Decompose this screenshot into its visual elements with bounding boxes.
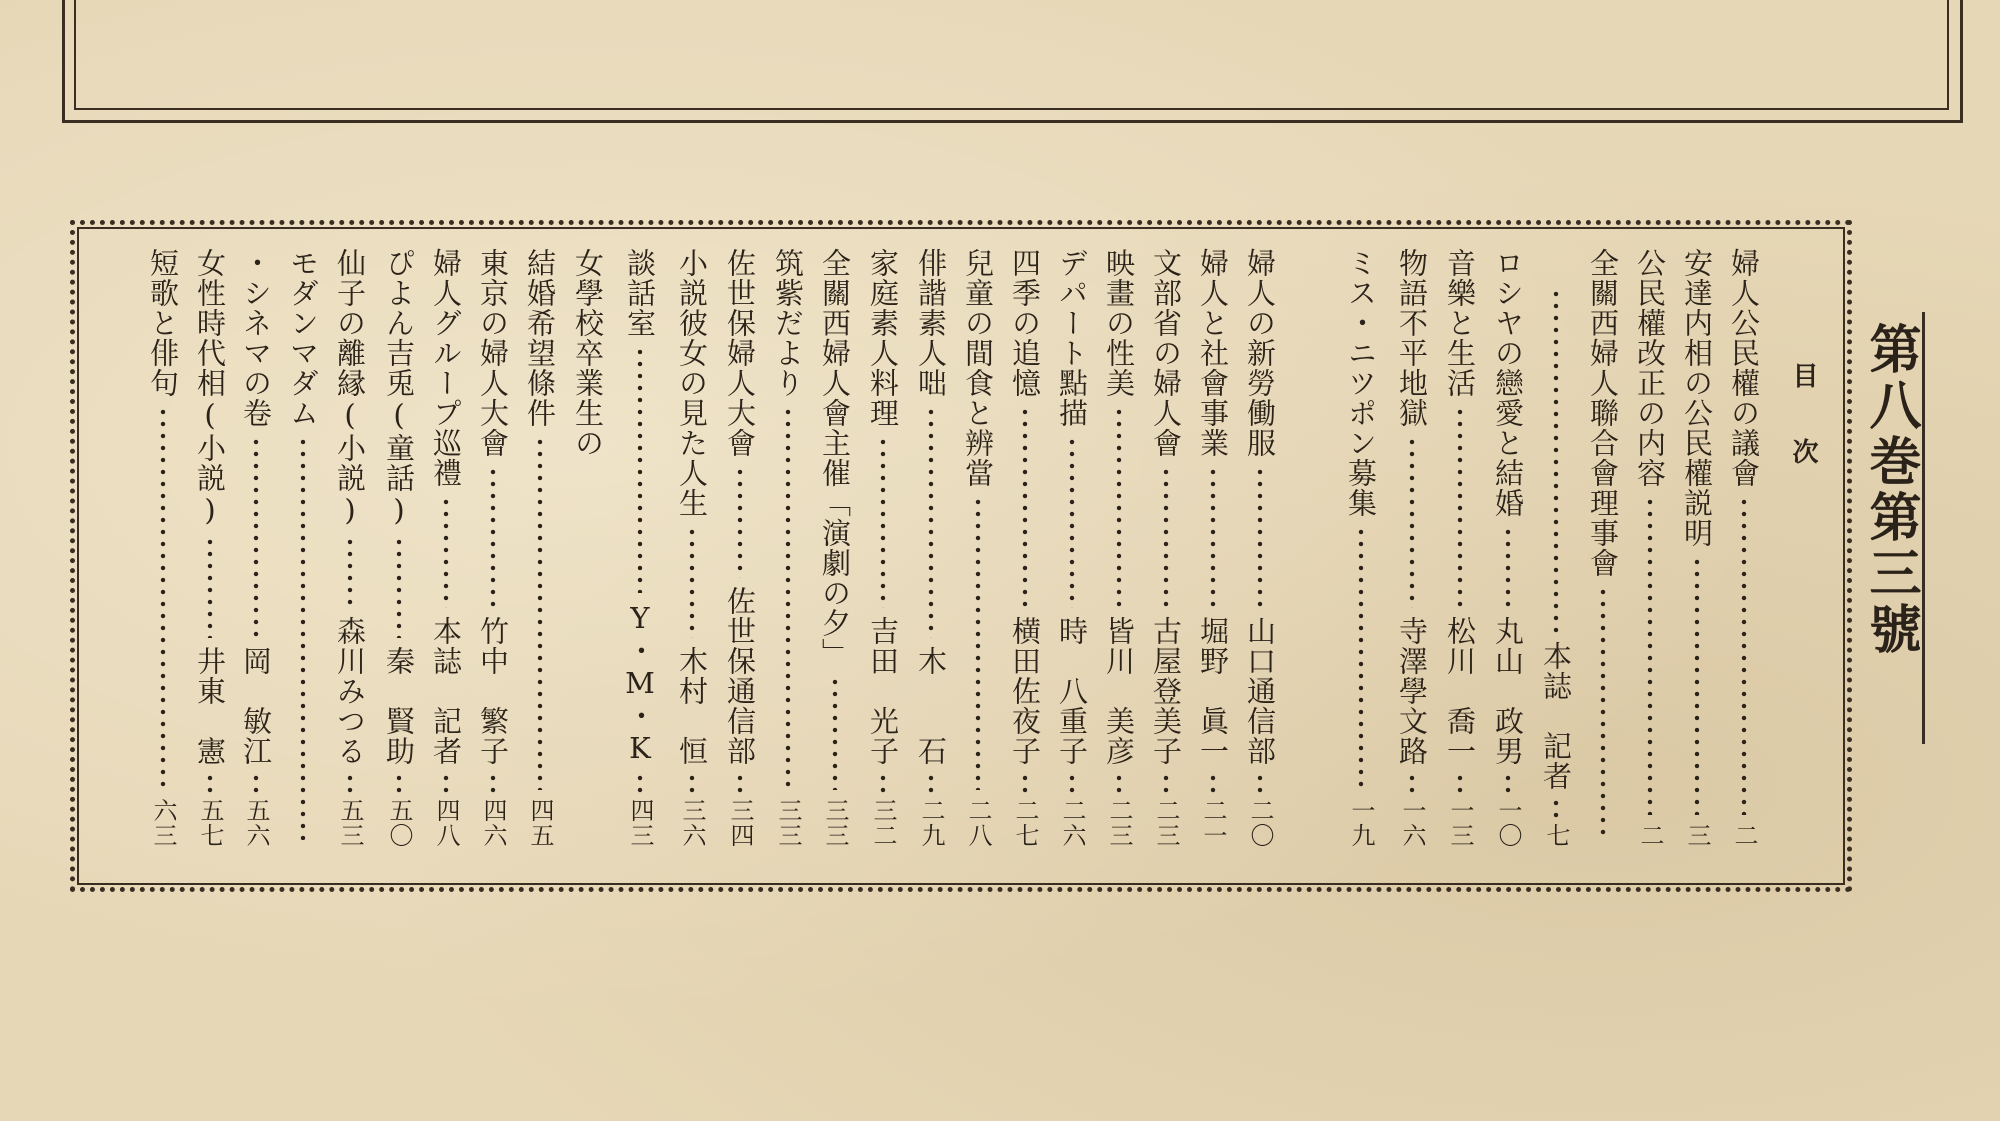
toc-entry bbox=[520, 248, 560, 848]
leader-dots bbox=[720, 772, 760, 794]
entry-title: 公民權改正の内容 bbox=[1633, 248, 1667, 488]
toc-entry bbox=[1146, 248, 1186, 848]
entry-title: 女學校卒業生の bbox=[571, 248, 605, 458]
toc-entry bbox=[911, 248, 951, 848]
entry-author: 吉田 光子 bbox=[866, 616, 900, 766]
leader-dots bbox=[863, 436, 903, 608]
leader-dots bbox=[1536, 288, 1576, 633]
entry-title: 文部省の婦人會 bbox=[1149, 248, 1183, 458]
leader-dots bbox=[1099, 772, 1139, 794]
leader-dots bbox=[330, 536, 370, 608]
toc-entry bbox=[143, 248, 183, 848]
leader-dots bbox=[236, 772, 276, 794]
leader-dots bbox=[236, 436, 276, 638]
leader-dots bbox=[911, 772, 951, 794]
toc-entry bbox=[283, 248, 323, 848]
entry-title: 安達内相の公民權説明 bbox=[1680, 248, 1714, 548]
entry-title: デパート點描 bbox=[1055, 248, 1089, 428]
leader-dots bbox=[911, 406, 951, 638]
leader-dots bbox=[1440, 406, 1480, 608]
entry-author: 木 石 bbox=[914, 646, 948, 766]
entry-page: 一六 bbox=[1398, 798, 1426, 848]
toc-entry bbox=[236, 248, 276, 848]
leader-dots bbox=[1341, 526, 1381, 790]
entry-title: 短歌と俳句 bbox=[146, 248, 180, 398]
entry-page: 三六 bbox=[678, 798, 706, 848]
leader-dots bbox=[1392, 436, 1432, 608]
entry-author: 松川 喬一 bbox=[1443, 616, 1477, 766]
leader-dots bbox=[1052, 772, 1092, 794]
entry-title: 筑紫だより bbox=[771, 248, 805, 398]
entry-author: 寺澤學文路 bbox=[1395, 616, 1429, 766]
entry-author: 丸山 政男 bbox=[1491, 616, 1525, 766]
entry-author: 井東 憲 bbox=[193, 646, 227, 766]
entry-title: 俳諧素人咄 bbox=[914, 248, 948, 398]
leader-dots bbox=[1488, 772, 1528, 794]
entry-page: 四六 bbox=[479, 798, 507, 848]
entry-title: 婦人と社會事業 bbox=[1196, 248, 1230, 458]
toc-entry bbox=[620, 248, 660, 848]
entry-title: 佐世保婦人大會 bbox=[723, 248, 757, 458]
leader-dots bbox=[1630, 496, 1670, 815]
entry-title: 全關西婦人聯合會理事會 bbox=[1586, 248, 1620, 578]
leader-dots bbox=[190, 536, 230, 638]
toc-entry bbox=[1724, 248, 1764, 848]
toc-entry bbox=[1240, 248, 1280, 848]
entry-title: 婦人の新勞働服 bbox=[1243, 248, 1277, 458]
entry-page: 五〇 bbox=[385, 798, 413, 848]
entry-author: 堀野 眞一 bbox=[1196, 616, 1230, 766]
leader-dots bbox=[1240, 772, 1280, 794]
toc-entry bbox=[958, 248, 998, 848]
leader-dots bbox=[620, 346, 660, 593]
leader-dots bbox=[863, 772, 903, 794]
toc-entry bbox=[1099, 248, 1139, 848]
entry-page: 一〇 bbox=[1494, 798, 1522, 848]
leader-dots bbox=[1146, 466, 1186, 608]
top-panel-inner-frame bbox=[74, 0, 1949, 110]
toc-heading: 目次 bbox=[1788, 362, 1818, 514]
entry-page: 五六 bbox=[242, 798, 270, 848]
entry-title: 物語不平地獄 bbox=[1395, 248, 1429, 428]
entry-page: 三三 bbox=[774, 798, 802, 848]
leader-dots bbox=[379, 536, 419, 638]
entry-author: 本誌 記者 bbox=[429, 616, 463, 766]
entry-title: ・シネマの卷 bbox=[239, 248, 273, 428]
entry-title: モダンマダム bbox=[286, 248, 320, 428]
entry-title: ミス・ニツポン募集 bbox=[1344, 248, 1378, 518]
leader-dots bbox=[1440, 772, 1480, 794]
entry-page: 四八 bbox=[432, 798, 460, 848]
entry-page: 二一 bbox=[1199, 798, 1227, 848]
leader-dots bbox=[720, 466, 760, 578]
leader-dots bbox=[1146, 772, 1186, 794]
toc-entry bbox=[1440, 248, 1480, 848]
entry-title: 映畫の性美 bbox=[1102, 248, 1136, 398]
toc-entry bbox=[1341, 248, 1381, 848]
entry-title: 結婚希望條件 bbox=[523, 248, 557, 428]
leader-dots bbox=[1005, 772, 1045, 794]
leader-dots bbox=[473, 772, 513, 794]
toc-entry bbox=[473, 248, 513, 848]
entry-page: 六三 bbox=[149, 798, 177, 848]
toc-entry bbox=[1392, 248, 1432, 848]
volume-title: 第八巻第三號 bbox=[1860, 322, 1920, 658]
entry-page: 二〇 bbox=[1246, 798, 1274, 848]
entry-author: 木村 恒 bbox=[675, 646, 709, 766]
entry-author: 山口通信部 bbox=[1243, 616, 1277, 766]
entry-page: 二 bbox=[1730, 823, 1758, 848]
entry-author: 岡 敏江 bbox=[239, 646, 273, 766]
toc-entry bbox=[568, 248, 608, 848]
entry-title: 音樂と生活 bbox=[1443, 248, 1477, 398]
leader-dots bbox=[1488, 526, 1528, 608]
leader-dots bbox=[143, 406, 183, 790]
entry-author: 秦 賢助 bbox=[382, 646, 416, 766]
toc-entry bbox=[190, 248, 230, 848]
entry-title: ぴよん吉兎(童話) bbox=[382, 248, 416, 528]
entry-page: 二六 bbox=[1058, 798, 1086, 848]
entry-page: 二七 bbox=[1011, 798, 1039, 848]
toc-entry bbox=[720, 248, 760, 848]
leader-dots bbox=[672, 526, 712, 638]
toc-entry bbox=[672, 248, 712, 848]
leader-dots bbox=[473, 466, 513, 608]
entry-page: 五三 bbox=[336, 798, 364, 848]
toc-entry bbox=[426, 248, 466, 848]
entry-title: 仙子の離縁(小説) bbox=[333, 248, 367, 528]
entry-title: 女性時代相(小説) bbox=[193, 248, 227, 528]
entry-page: 四五 bbox=[526, 798, 554, 848]
leader-dots bbox=[1724, 496, 1764, 815]
entry-page: 三三 bbox=[821, 798, 849, 848]
toc-entry bbox=[1630, 248, 1670, 848]
entry-title: 全關西婦人會主催「演劇の夕」 bbox=[818, 248, 852, 668]
toc-entry bbox=[815, 248, 855, 848]
entry-title: 婦人公民權の議會 bbox=[1727, 248, 1761, 488]
entry-title: 婦人グループ巡禮 bbox=[429, 248, 463, 488]
entry-page: 二三 bbox=[1152, 798, 1180, 848]
entry-page: 一三 bbox=[1446, 798, 1474, 848]
entry-author: 本誌 記者 bbox=[1539, 641, 1573, 791]
title-divider bbox=[1922, 312, 1925, 744]
toc-entry bbox=[330, 248, 370, 848]
leader-dots bbox=[520, 436, 560, 790]
leader-dots bbox=[1193, 466, 1233, 608]
toc-entry bbox=[1677, 248, 1717, 848]
entry-author: Y・M・K bbox=[623, 601, 657, 766]
toc-entry bbox=[1583, 248, 1623, 848]
leader-dots bbox=[426, 496, 466, 608]
entry-author: 皆川 美彦 bbox=[1102, 616, 1136, 766]
entry-title: 東京の婦人大會 bbox=[476, 248, 510, 458]
leader-dots bbox=[379, 772, 419, 794]
leader-dots bbox=[672, 772, 712, 794]
entry-author: 佐世保通信部 bbox=[723, 586, 757, 766]
toc-entry bbox=[768, 248, 808, 848]
entry-page: 一九 bbox=[1347, 798, 1375, 848]
toc-entry bbox=[1488, 248, 1528, 848]
leader-dots bbox=[1583, 586, 1623, 840]
leader-dots bbox=[1677, 556, 1717, 815]
entry-page: 二三 bbox=[1105, 798, 1133, 848]
leader-dots bbox=[815, 676, 855, 790]
entry-page: 二八 bbox=[964, 798, 992, 848]
leader-dots bbox=[1392, 772, 1432, 794]
leader-dots bbox=[330, 772, 370, 794]
leader-dots bbox=[1240, 466, 1280, 608]
entry-author: 古屋登美子 bbox=[1149, 616, 1183, 766]
entry-title: 四季の追憶 bbox=[1008, 248, 1042, 398]
toc-entry bbox=[1052, 248, 1092, 848]
leader-dots bbox=[283, 436, 323, 840]
leader-dots bbox=[958, 496, 998, 790]
entry-title: 兒童の間食と辨當 bbox=[961, 248, 995, 488]
entry-author: 横田佐夜子 bbox=[1008, 616, 1042, 766]
toc-entry bbox=[1193, 248, 1233, 848]
entry-author: 竹中 繁子 bbox=[476, 616, 510, 766]
leader-dots bbox=[1052, 436, 1092, 608]
entry-page: 四三 bbox=[626, 798, 654, 848]
entry-page: 三二 bbox=[869, 798, 897, 848]
entry-page: 二 bbox=[1636, 823, 1664, 848]
entry-page: 七 bbox=[1542, 823, 1570, 848]
leader-dots bbox=[426, 772, 466, 794]
entry-page: 三 bbox=[1683, 823, 1711, 848]
toc-entry bbox=[1536, 248, 1576, 848]
leader-dots bbox=[620, 772, 660, 794]
entry-page: 二九 bbox=[917, 798, 945, 848]
leader-dots bbox=[1193, 772, 1233, 794]
entry-title: 小説彼女の見た人生 bbox=[675, 248, 709, 518]
leader-dots bbox=[1099, 406, 1139, 608]
toc-entry bbox=[379, 248, 419, 848]
toc-entry bbox=[1005, 248, 1045, 848]
entry-author: 時 八重子 bbox=[1055, 616, 1089, 766]
leader-dots bbox=[1536, 797, 1576, 819]
entry-title: ロシヤの戀愛と結婚 bbox=[1491, 248, 1525, 518]
entry-page: 三四 bbox=[726, 798, 754, 848]
entry-title: 家庭素人料理 bbox=[866, 248, 900, 428]
leader-dots bbox=[768, 406, 808, 790]
leader-dots bbox=[190, 772, 230, 794]
entry-page: 五七 bbox=[196, 798, 224, 848]
toc-entry bbox=[863, 248, 903, 848]
leader-dots bbox=[1005, 406, 1045, 608]
entry-author: 森川みつる bbox=[333, 616, 367, 766]
entry-title: 談話室 bbox=[623, 248, 657, 338]
